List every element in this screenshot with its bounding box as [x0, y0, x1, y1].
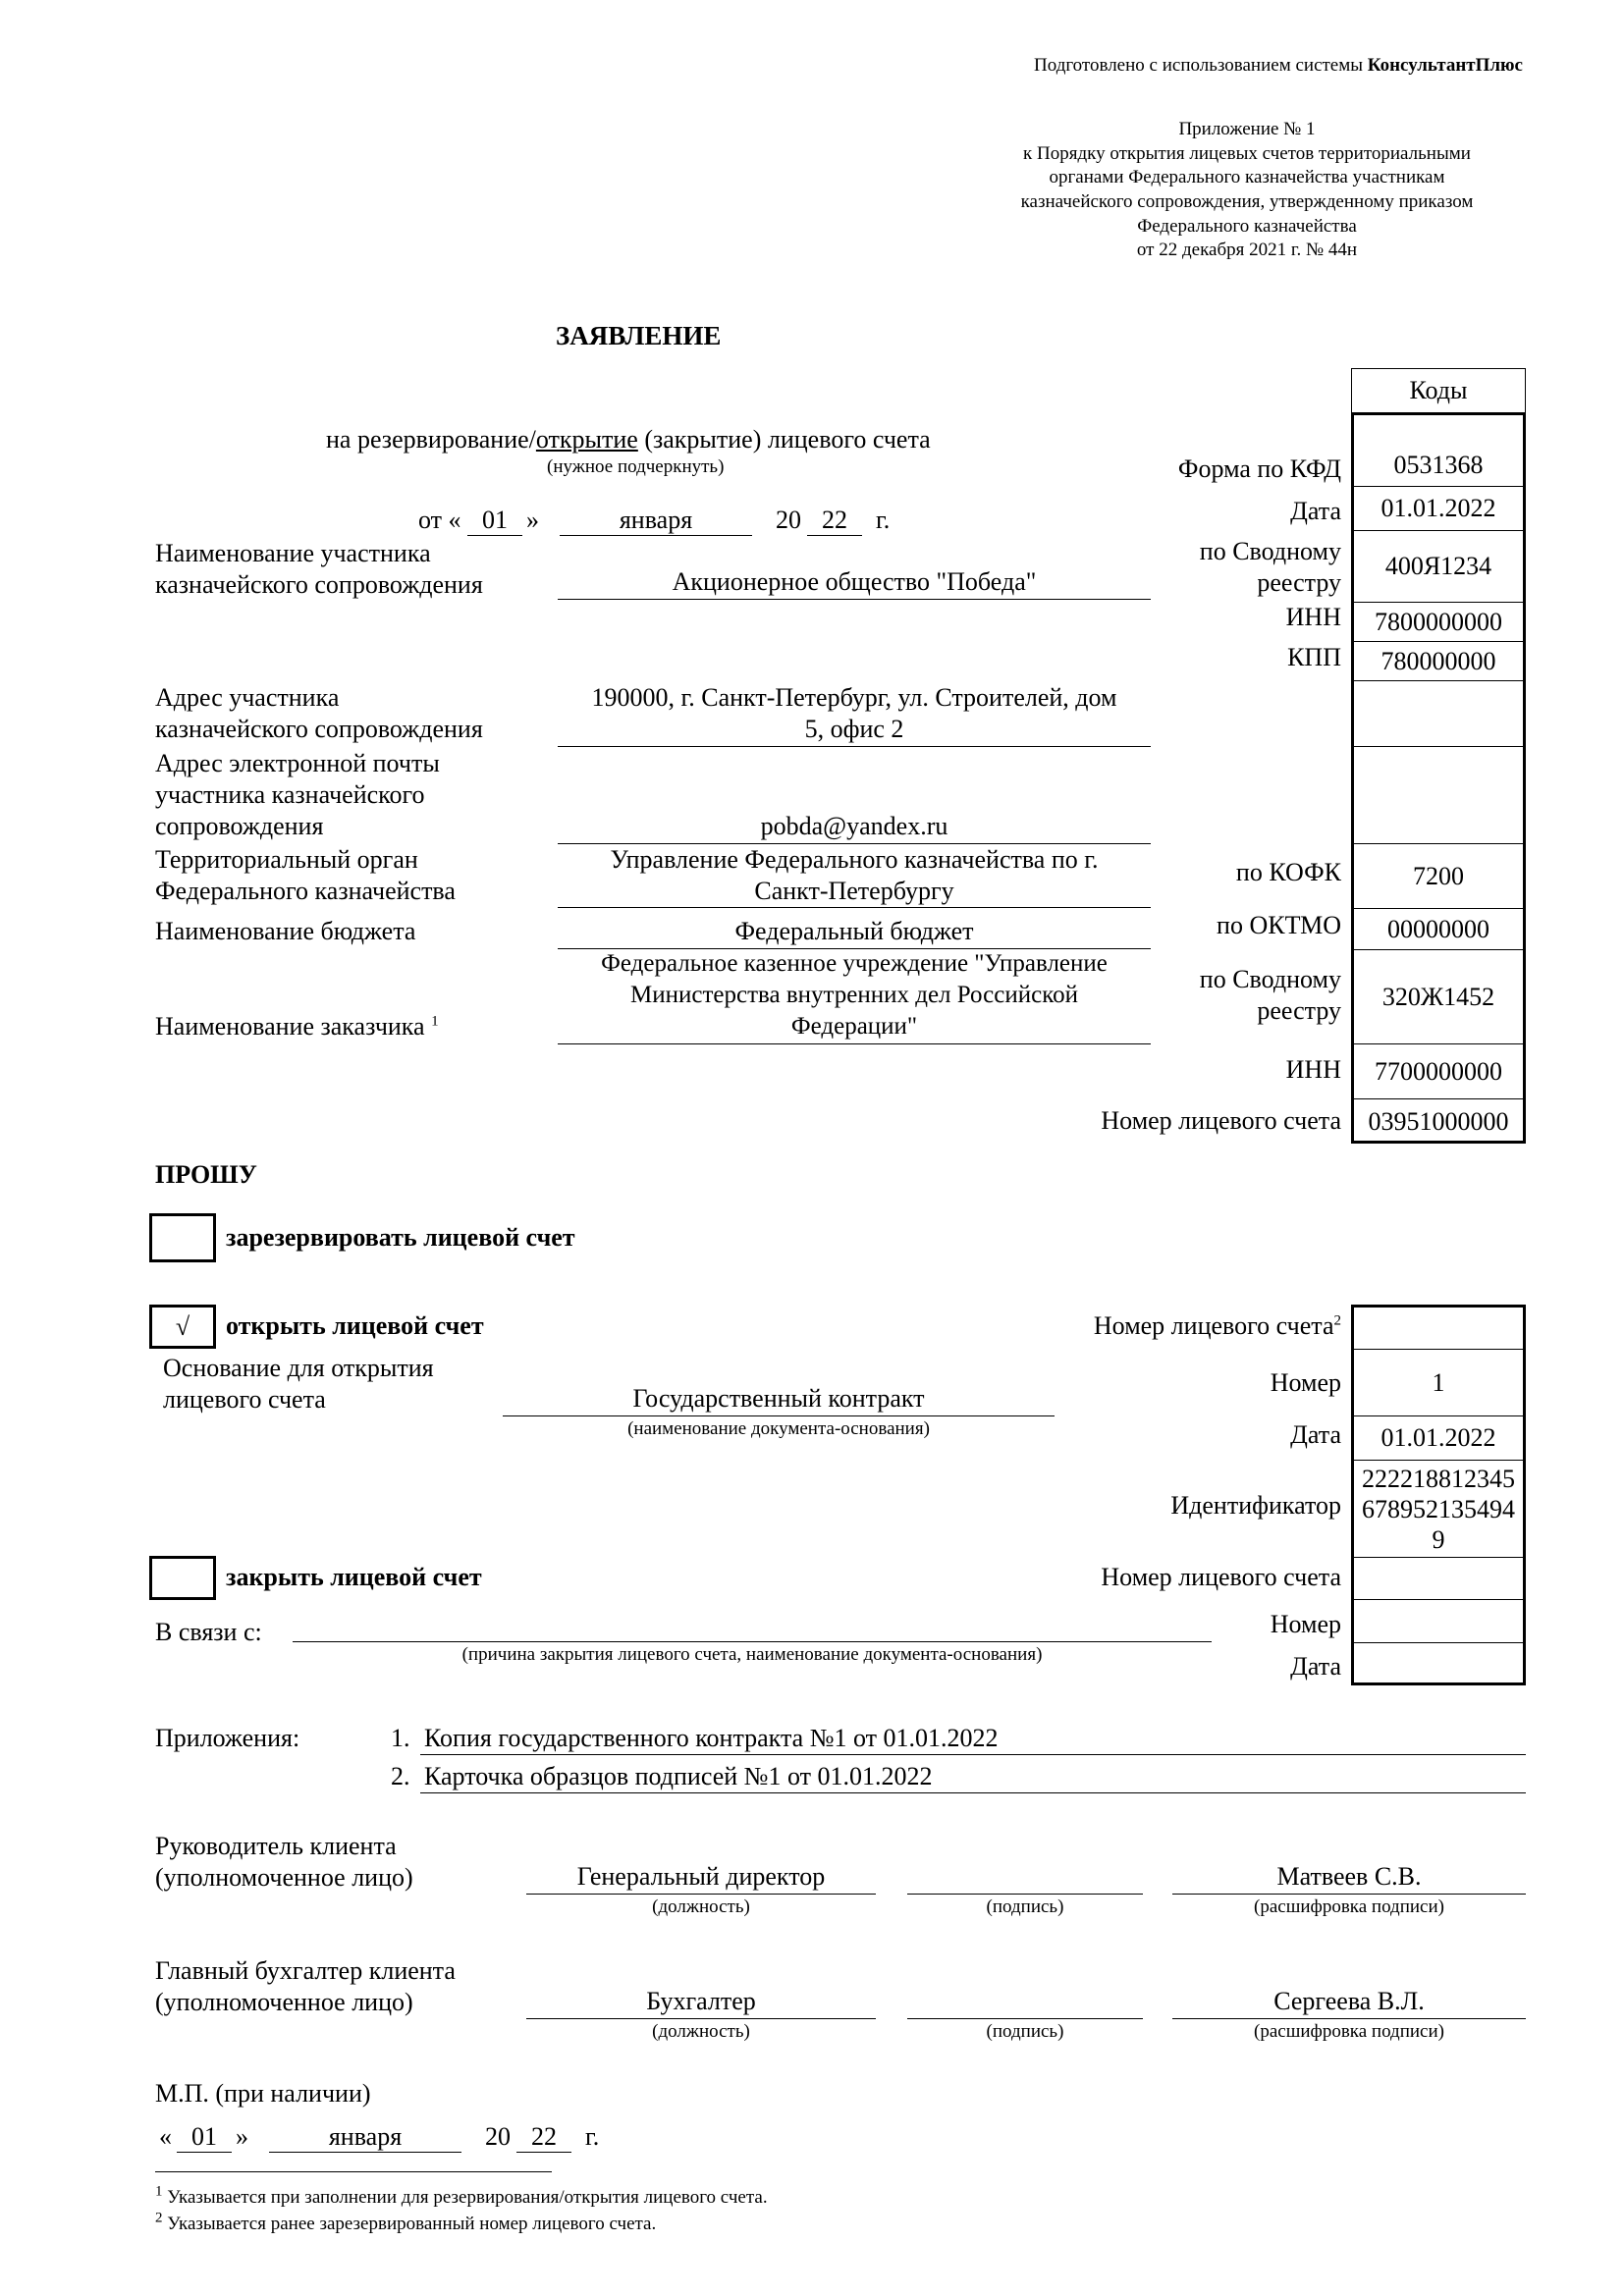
address-line: 5, офис 2 — [804, 715, 904, 743]
footnote-mark: 2 — [155, 2210, 163, 2226]
address-underline — [558, 746, 1151, 747]
kofk-label: по КОФК — [1235, 858, 1341, 886]
organ-label — [155, 844, 456, 907]
id-label: Идентификатор — [1170, 1491, 1341, 1520]
open-number-text: 1 — [1432, 1367, 1445, 1397]
reason-underline — [293, 1641, 1212, 1642]
open-id-line: 678952135494 — [1362, 1494, 1515, 1523]
close-account-cell — [1351, 1557, 1526, 1599]
code-account-text: 03951000000 — [1368, 1106, 1509, 1136]
address-value — [558, 682, 1151, 745]
footnote-mark: 1 — [431, 1013, 439, 1030]
inn1-label: ИНН — [1285, 603, 1341, 631]
date-day: 01 — [467, 506, 522, 536]
code-svod2-text: 320Ж1452 — [1381, 982, 1495, 1011]
open-date-text: 01.01.2022 — [1380, 1423, 1496, 1453]
address-line: 190000, г. Санкт-Петербург, ул. Строителей, дом — [591, 683, 1117, 712]
open-account-label — [1094, 1311, 1341, 1341]
basis-label — [163, 1353, 434, 1415]
footnote-mark: 2 — [1333, 1312, 1341, 1329]
codes-header-text: Коды — [1409, 376, 1468, 405]
close-checkbox[interactable] — [149, 1556, 216, 1600]
customer-line: Федеральное казенное учреждение "Управление — [601, 950, 1108, 977]
footnote — [155, 2210, 657, 2235]
head-position: Генеральный директор — [576, 1862, 826, 1891]
prepared-by-line — [1034, 55, 1523, 77]
accountant-name-line — [1172, 2018, 1526, 2019]
appendix-block — [962, 118, 1532, 263]
address-label — [155, 682, 483, 745]
close-label: закрыть лицевой счет — [226, 1563, 482, 1591]
code-svod1 — [1351, 530, 1526, 602]
email-label-line: сопровождения — [155, 812, 324, 840]
open-date-cell — [1351, 1415, 1526, 1460]
appendix-line: органами Федерального казначейства участникам — [1049, 167, 1445, 188]
code-svod1-text: 400Я1234 — [1384, 552, 1492, 581]
accountant-position-line — [526, 2018, 876, 2019]
code-oktmo-text: 00000000 — [1387, 914, 1489, 943]
customer-line: Федерации" — [790, 1013, 918, 1040]
stamp-g: г. — [585, 2122, 600, 2151]
customer-label — [155, 1012, 439, 1041]
appendix-line: казначейского сопровождения, утвержденному приказом — [1020, 191, 1474, 213]
code-data-text: 01.01.2022 — [1380, 494, 1496, 523]
stamp-year: 22 — [516, 2122, 571, 2153]
basis-value: Государственный контракт — [632, 1384, 925, 1413]
date-from: от « — [418, 506, 461, 534]
head-label-line: Руководитель клиента — [155, 1832, 397, 1860]
customer-underline — [558, 1043, 1151, 1044]
code-forma — [1351, 445, 1526, 486]
footnote — [155, 2183, 768, 2209]
attachment-text: Карточка образцов подписей №1 от 01.01.2022 — [424, 1762, 933, 1790]
code-kofk-text: 7200 — [1413, 861, 1464, 890]
prepared-system: КонсультантПлюс — [1367, 55, 1523, 76]
inn2-label: ИНН — [1285, 1055, 1341, 1084]
accountant-label-line: Главный бухгалтер клиента — [155, 1956, 456, 1985]
code-forma-text: 0531368 — [1393, 451, 1484, 480]
code-kofk — [1351, 843, 1526, 908]
email-label-line: участника казначейского — [155, 780, 425, 809]
participant-value: Акционерное общество "Победа" — [672, 567, 1037, 596]
prepared-prefix: Подготовлено с использованием системы — [1034, 55, 1364, 76]
basis-label-line: лицевого счета — [163, 1385, 326, 1414]
svod1-label — [1200, 536, 1341, 599]
code-inn1 — [1351, 602, 1526, 641]
open-id-value — [1362, 1464, 1515, 1555]
code-kpp — [1351, 641, 1526, 680]
accountant-signature-line — [907, 2018, 1143, 2019]
svod2-label — [1200, 964, 1341, 1027]
budget-label: Наименование бюджета — [155, 917, 416, 945]
stamp-day: 01 — [177, 2122, 232, 2153]
oktmo-label: по ОКТМО — [1217, 911, 1341, 939]
footnote-text: Указывается ранее зарезервированный номер лицевого счета. — [167, 2214, 657, 2234]
head-label — [155, 1831, 413, 1894]
participant-label — [155, 538, 483, 601]
date-g: г. — [876, 506, 891, 534]
attachment-text: Копия государственного контракта №1 от 01.01.2022 — [424, 1724, 999, 1752]
accountant-position: Бухгалтер — [646, 1987, 756, 2015]
open-account-label-text: Номер лицевого счета — [1093, 1311, 1334, 1340]
svod1-label-line: по Сводному — [1199, 537, 1341, 565]
basis-caption: (наименование документа-основания) — [627, 1418, 930, 1439]
stamp-open-quote: « — [159, 2122, 172, 2151]
attachments-label: Приложения: — [155, 1724, 300, 1752]
reserve-checkbox[interactable] — [149, 1213, 216, 1262]
code-svod2 — [1351, 949, 1526, 1043]
budget-value: Федеральный бюджет — [734, 917, 974, 945]
code-empty-1 — [1351, 680, 1526, 746]
open-id-line: 222218812345 — [1362, 1464, 1515, 1493]
address-label-line: Адрес участника — [155, 683, 340, 712]
svod2-label-line: реестру — [1257, 996, 1341, 1025]
organ-line: Управление Федерального казначейства по г. — [610, 845, 1099, 874]
date-month: января — [560, 506, 752, 536]
code-inn1-text: 7800000000 — [1375, 607, 1502, 636]
participant-label-line: Наименование участника — [155, 539, 431, 567]
stamp-month: января — [269, 2122, 461, 2153]
reason-label: В связи с: — [155, 1618, 262, 1646]
stamp-label: М.П. (при наличии) — [155, 2079, 371, 2108]
open-id-line: 9 — [1432, 1524, 1445, 1554]
kpp-label: КПП — [1287, 643, 1341, 671]
code-empty-2 — [1351, 746, 1526, 843]
organ-label-line: Федерального казначейства — [155, 877, 456, 905]
reason-caption: (причина закрытия лицевого счета, наименование документа-основания) — [461, 1644, 1043, 1665]
head-position-line — [526, 1894, 876, 1895]
appendix-line: от 22 декабря 2021 г. № 44н — [1136, 240, 1358, 261]
appendix-line: Приложение № 1 — [1178, 119, 1316, 139]
code-data — [1351, 486, 1526, 530]
reserve-label: зарезервировать лицевой счет — [226, 1223, 575, 1252]
request-title: ПРОШУ — [155, 1160, 257, 1189]
organ-underline — [558, 907, 1151, 908]
accountant-position-caption: (должность) — [652, 2021, 750, 2042]
subtitle-suffix: (закрытие) лицевого счета — [637, 425, 931, 454]
subtitle-prefix: на резервирование/ — [326, 425, 536, 454]
email-value: pobda@yandex.ru — [760, 812, 948, 840]
accountant-name: Сергеева В.Л. — [1273, 1987, 1425, 2015]
participant-label-line: казначейского сопровождения — [155, 570, 483, 599]
appendix-line: к Порядку открытия лицевых счетов территориальными — [1023, 142, 1471, 164]
accountant-decoding-caption: (расшифровка подписи) — [1254, 2021, 1444, 2042]
footnote-text: Указывается при заполнении для резервирования/открытия лицевого счета. — [167, 2187, 768, 2208]
head-signature-line — [907, 1894, 1143, 1895]
open-date-label: Дата — [1290, 1420, 1341, 1449]
code-inn2-text: 7700000000 — [1375, 1056, 1502, 1086]
code-account — [1351, 1098, 1526, 1144]
close-date-cell — [1351, 1642, 1526, 1685]
customer-label-text: Наименование заказчика — [155, 1012, 425, 1041]
open-number-cell — [1351, 1349, 1526, 1415]
head-signature-caption: (подпись) — [986, 1896, 1064, 1917]
customer-line: Министерства внутренних дел Российской — [630, 982, 1078, 1008]
code-oktmo — [1351, 908, 1526, 949]
attachment-num: 1. — [391, 1724, 410, 1752]
accountant-label-line: (уполномоченное лицо) — [155, 1988, 413, 2016]
subtitle — [326, 425, 931, 454]
date-century: 20 — [776, 506, 801, 534]
account-label: Номер лицевого счета — [1101, 1106, 1341, 1135]
head-name-line — [1172, 1894, 1526, 1895]
date-close-quote: » — [526, 506, 539, 534]
attachment-underline — [420, 1754, 1526, 1755]
document-title: ЗАЯВЛЕНИЕ — [556, 321, 722, 350]
organ-line: Санкт-Петербургу — [754, 877, 954, 905]
codes-header — [1351, 368, 1526, 412]
email-label-line: Адрес электронной почты — [155, 749, 440, 777]
organ-value — [558, 844, 1151, 907]
open-label: открыть лицевой счет — [226, 1311, 484, 1340]
head-decoding-caption: (расшифровка подписи) — [1254, 1896, 1444, 1917]
forma-label: Форма по КФД — [1177, 454, 1341, 483]
basis-label-line: Основание для открытия — [163, 1354, 434, 1382]
open-checkbox[interactable] — [149, 1305, 216, 1349]
basis-underline — [503, 1415, 1055, 1416]
svod2-label-line: по Сводному — [1199, 965, 1341, 993]
close-account-label: Номер лицевого счета — [1101, 1563, 1341, 1591]
accountant-label — [155, 1955, 456, 2018]
stamp-close-quote: » — [236, 2122, 248, 2151]
subtitle-underlined: открытие — [535, 425, 638, 454]
email-label — [155, 748, 440, 842]
check-mark-icon: √ — [175, 1312, 190, 1341]
head-name: Матвеев С.В. — [1276, 1862, 1422, 1891]
head-label-line: (уполномоченное лицо) — [155, 1863, 413, 1892]
footnote-mark: 1 — [155, 2183, 163, 2200]
appendix-line: Федерального казначейства — [1137, 215, 1357, 237]
close-number-cell — [1351, 1599, 1526, 1642]
date-year: 22 — [807, 506, 862, 536]
code-kpp-text: 780000000 — [1380, 646, 1496, 675]
footnote-separator — [155, 2171, 552, 2172]
number-label: Номер — [1270, 1368, 1341, 1397]
svod1-label-line: реестру — [1257, 568, 1341, 597]
participant-underline — [558, 599, 1151, 600]
subtitle-note: (нужное подчеркнуть) — [547, 456, 725, 477]
address-label-line: казначейского сопровождения — [155, 715, 483, 743]
organ-label-line: Территориальный орган — [155, 845, 418, 874]
head-position-caption: (должность) — [652, 1896, 750, 1917]
data-label: Дата — [1290, 497, 1341, 525]
open-account-cell — [1351, 1305, 1526, 1349]
close-date-label: Дата — [1290, 1652, 1341, 1681]
close-number-label: Номер — [1270, 1610, 1341, 1638]
attachment-underline — [420, 1792, 1526, 1793]
code-inn2 — [1351, 1043, 1526, 1098]
accountant-signature-caption: (подпись) — [986, 2021, 1064, 2042]
stamp-century: 20 — [485, 2122, 511, 2151]
attachment-num: 2. — [391, 1762, 410, 1790]
open-id-cell — [1351, 1460, 1526, 1557]
customer-value — [558, 948, 1151, 1042]
